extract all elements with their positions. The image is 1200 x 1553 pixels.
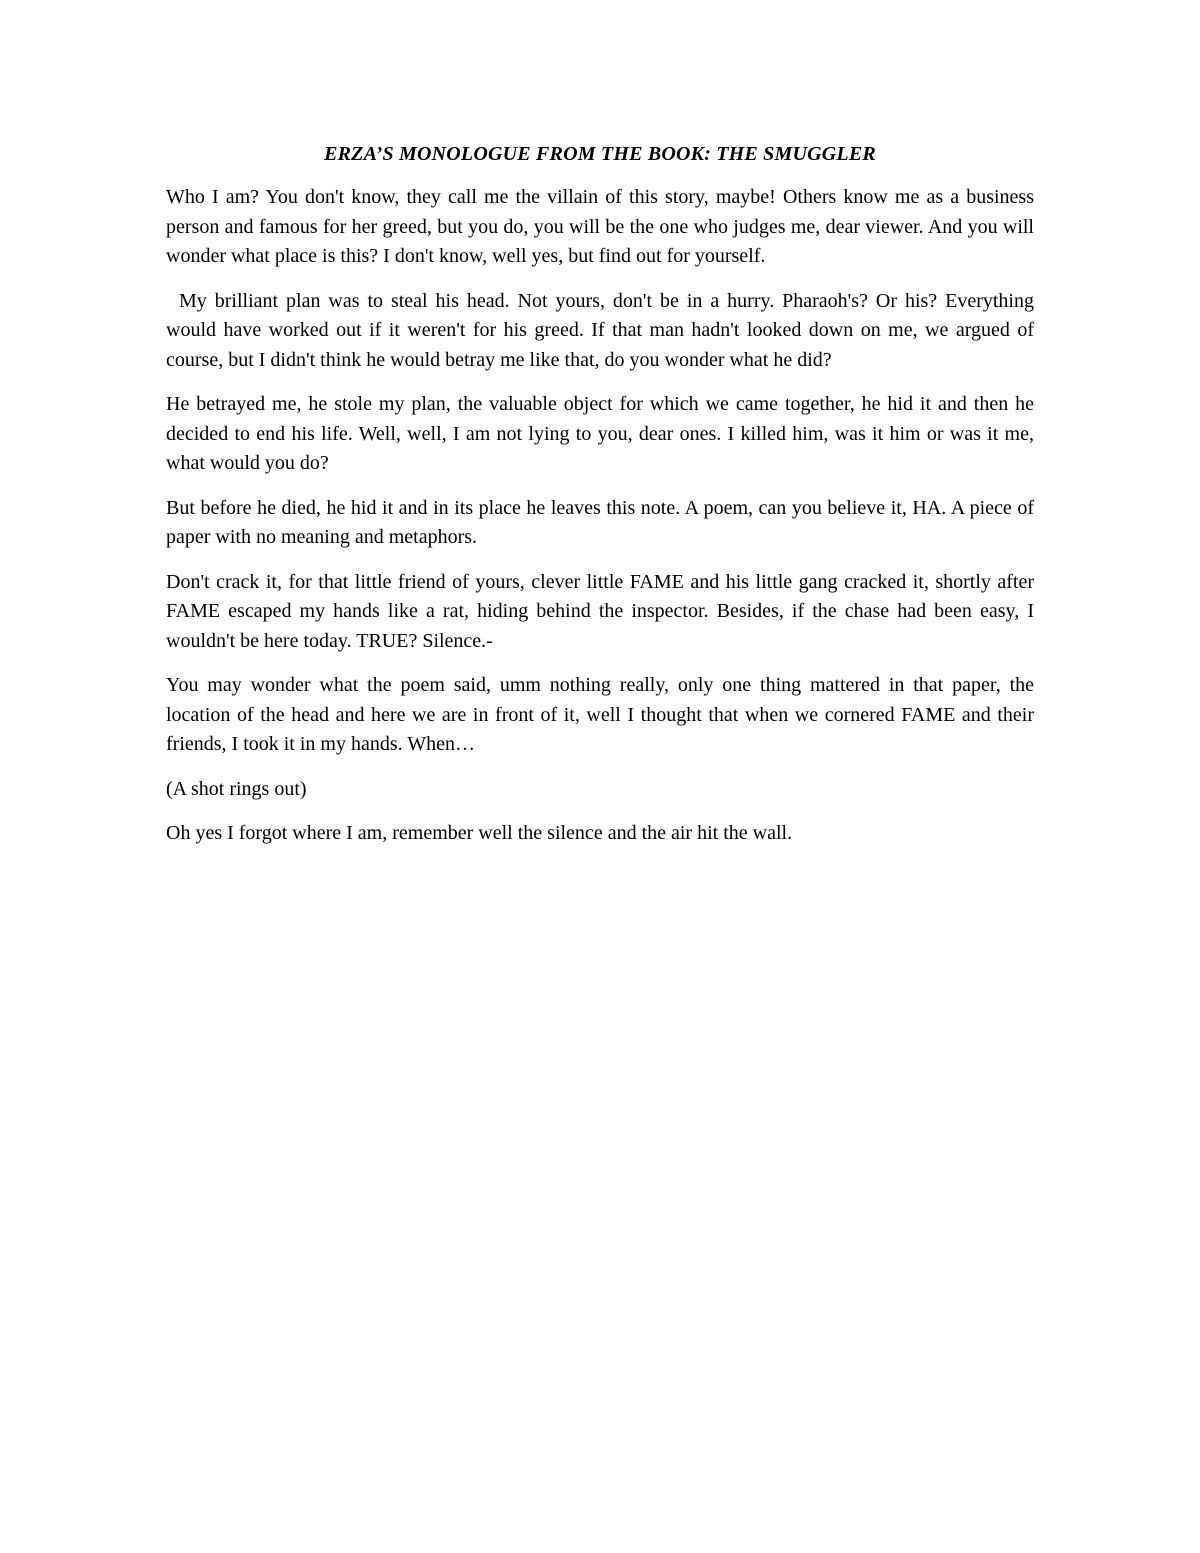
paragraph-1: Who I am? You don't know, they call me the villain of this story, maybe! Others know me as a business person and famous for her greed, but you do, you will be the one who judges me, dear viewer. And you will wonder what place is this? I don't know, well yes, but find out for yourself. xyxy=(166,186,1034,267)
document-title: ERZA’S MONOLOGUE FROM THE BOOK: THE SMUGGLER xyxy=(324,143,876,165)
paragraph-6: You may wonder what the poem said, umm nothing really, only one thing mattered in that paper, the location of the head and here we are in front of it, well I thought that when we cornered FAME and their friends, I took it in my hands. When… xyxy=(166,674,1034,755)
stage-direction: (A shot rings out) xyxy=(166,777,307,800)
paragraph-2: My brilliant plan was to steal his head. Not yours, don't be in a hurry. Pharaoh's? Or his? Everything would have worked out if it weren't for his greed. If that man hadn't looked down on me, we argued of course, but I didn't think he would betray me like that, do you wonder what he did? xyxy=(166,289,1034,371)
paragraph-5: Don't crack it, for that little friend of yours, clever little FAME and his little gang cracked it, shortly after FAME escaped my hands like a rat, hiding behind the inspector. Besides, if the chase had been easy, I wouldn't be here today. TRUE? Silence.- xyxy=(166,570,1034,652)
paragraph-8: Oh yes I forgot where I am, remember well the silence and the air hit the wall. xyxy=(166,822,793,844)
document-body xyxy=(166,140,1034,864)
paragraph-3: He betrayed me, he stole my plan, the valuable object for which we came together, he hid it and then he decided to end his life. Well, well, I am not lying to you, dear ones. I killed him, was it him or was it me, what would you do? xyxy=(166,393,1034,474)
paragraph-4: But before he died, he hid it and in its place he leaves this note. A poem, can you believe it, HA. A piece of paper with no meaning and metaphors. xyxy=(166,496,1034,548)
